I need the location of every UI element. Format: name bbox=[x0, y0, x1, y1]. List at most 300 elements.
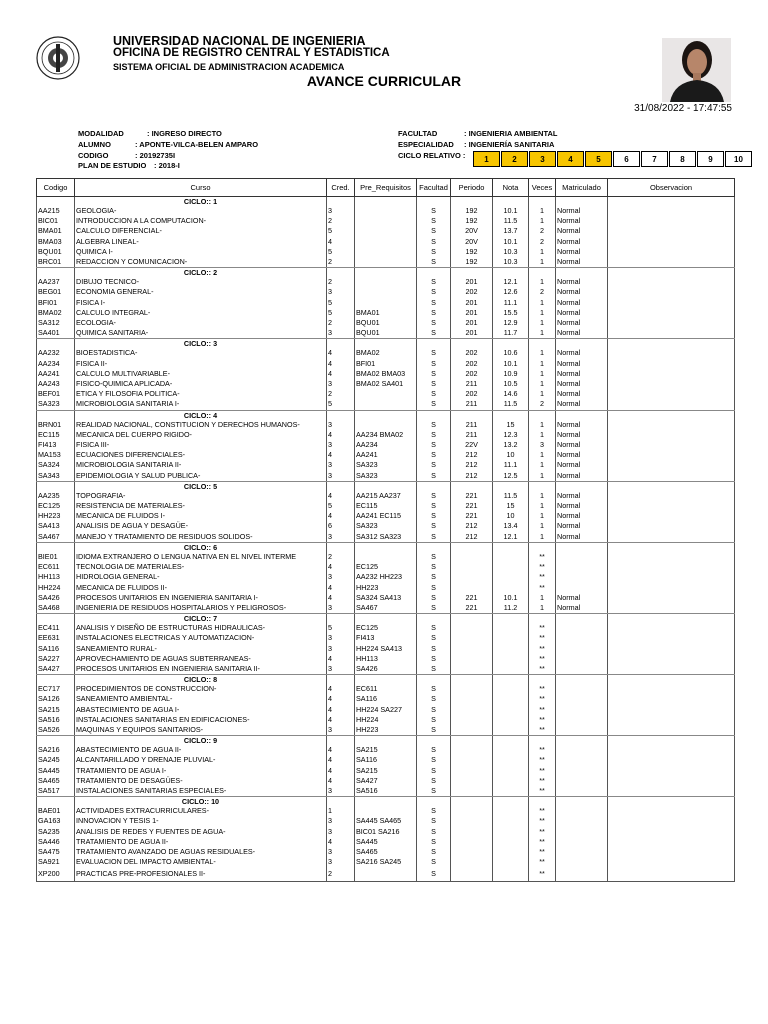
cell-periodo: 221 bbox=[451, 603, 493, 614]
cell-nota: 10 bbox=[493, 450, 529, 460]
cell-prerequisitos bbox=[355, 389, 417, 399]
cell-observacion bbox=[608, 847, 735, 857]
cell-prerequisitos: AA234 bbox=[355, 440, 417, 450]
cycle-spacer bbox=[355, 542, 417, 552]
cell-prerequisitos: AA232 HH223 bbox=[355, 572, 417, 582]
cell-codigo: SA324 bbox=[37, 460, 75, 470]
ciclo-box-3: 3 bbox=[529, 151, 556, 167]
cycle-spacer bbox=[493, 339, 529, 349]
cell-observacion bbox=[608, 389, 735, 399]
cell-codigo: SA215 bbox=[37, 705, 75, 715]
cell-observacion bbox=[608, 816, 735, 826]
cycle-spacer bbox=[493, 197, 529, 207]
cell-facultad: S bbox=[417, 450, 451, 460]
cell-facultad: S bbox=[417, 257, 451, 268]
cell-creditos: 6 bbox=[327, 521, 355, 531]
table-row bbox=[37, 420, 735, 430]
cell-curso: TOPOGRAFIA- bbox=[75, 491, 327, 501]
cell-observacion bbox=[608, 623, 735, 633]
cycle-spacer bbox=[417, 736, 451, 746]
cell-curso: ETICA Y FILOSOFIA POLITICA- bbox=[75, 389, 327, 399]
cell-matriculado bbox=[556, 684, 608, 694]
cell-curso: HIDROLOGIA GENERAL- bbox=[75, 572, 327, 582]
cell-curso: INSTALACIONES SANITARIAS ESPECIALES- bbox=[75, 786, 327, 797]
cell-matriculado: Normal bbox=[556, 420, 608, 430]
cell-codigo: SA516 bbox=[37, 715, 75, 725]
cycle-spacer bbox=[608, 339, 735, 349]
cell-codigo: SA401 bbox=[37, 328, 75, 339]
cell-observacion bbox=[608, 745, 735, 755]
cell-codigo: EE631 bbox=[37, 633, 75, 643]
cell-creditos: 4 bbox=[327, 430, 355, 440]
cell-periodo bbox=[451, 847, 493, 857]
cell-observacion bbox=[608, 715, 735, 725]
cell-nota bbox=[493, 766, 529, 776]
cell-curso: PROCESOS UNITARIOS EN INGENIERIA SANITARIA II- bbox=[75, 664, 327, 675]
cell-observacion bbox=[608, 277, 735, 287]
table-row bbox=[37, 715, 735, 725]
cell-creditos: 2 bbox=[327, 867, 355, 882]
cell-veces: ** bbox=[529, 806, 556, 816]
cell-prerequisitos: BIC01 SA216 bbox=[355, 827, 417, 837]
cycle-spacer bbox=[556, 197, 608, 207]
cell-creditos: 3 bbox=[327, 857, 355, 867]
cell-facultad: S bbox=[417, 206, 451, 216]
cell-periodo bbox=[451, 623, 493, 633]
cell-veces: ** bbox=[529, 583, 556, 593]
cell-matriculado: Normal bbox=[556, 369, 608, 379]
cycle-spacer bbox=[451, 410, 493, 420]
cell-nota bbox=[493, 684, 529, 694]
cell-prerequisitos: SA323 bbox=[355, 521, 417, 531]
cycle-spacer bbox=[529, 675, 556, 685]
cell-codigo: BEF01 bbox=[37, 389, 75, 399]
cycle-spacer bbox=[451, 268, 493, 278]
cell-codigo: BFI01 bbox=[37, 298, 75, 308]
cell-matriculado bbox=[556, 583, 608, 593]
cell-prerequisitos: SA323 bbox=[355, 460, 417, 470]
cycle-spacer bbox=[529, 797, 556, 807]
cell-facultad: S bbox=[417, 857, 451, 867]
cell-observacion bbox=[608, 287, 735, 297]
cycle-label: CICLO:: 4 bbox=[75, 410, 327, 420]
cell-observacion bbox=[608, 664, 735, 675]
modalidad-value: : INGRESO DIRECTO bbox=[147, 129, 222, 138]
cell-periodo: 221 bbox=[451, 593, 493, 603]
cell-matriculado: Normal bbox=[556, 216, 608, 226]
cell-nota bbox=[493, 837, 529, 847]
cell-matriculado bbox=[556, 725, 608, 736]
cell-curso: BIOESTADISTICA- bbox=[75, 348, 327, 358]
cell-facultad: S bbox=[417, 725, 451, 736]
cell-observacion bbox=[608, 450, 735, 460]
cell-nota bbox=[493, 664, 529, 675]
cell-creditos: 4 bbox=[327, 715, 355, 725]
cycle-spacer bbox=[417, 197, 451, 207]
ciclo-box-8: 8 bbox=[669, 151, 696, 167]
cell-matriculado: Normal bbox=[556, 359, 608, 369]
cell-prerequisitos: BMA02 SA401 bbox=[355, 379, 417, 389]
cell-periodo: 201 bbox=[451, 308, 493, 318]
cell-codigo: BRN01 bbox=[37, 420, 75, 430]
ciclo-box-7: 7 bbox=[641, 151, 668, 167]
cell-periodo: 22V bbox=[451, 440, 493, 450]
cell-periodo: 211 bbox=[451, 399, 493, 410]
table-row bbox=[37, 572, 735, 582]
cell-curso: MECANICA DE FLUIDOS II- bbox=[75, 583, 327, 593]
cell-facultad: S bbox=[417, 664, 451, 675]
cell-facultad: S bbox=[417, 389, 451, 399]
cycle-spacer bbox=[327, 339, 355, 349]
cell-periodo bbox=[451, 766, 493, 776]
cell-veces: 1 bbox=[529, 471, 556, 482]
cell-matriculado bbox=[556, 654, 608, 664]
cell-creditos: 4 bbox=[327, 776, 355, 786]
cell-creditos: 2 bbox=[327, 318, 355, 328]
cell-codigo: BQU01 bbox=[37, 247, 75, 257]
cell-prerequisitos: SA116 bbox=[355, 755, 417, 765]
table-row bbox=[37, 521, 735, 531]
cell-prerequisitos: HH224 SA227 bbox=[355, 705, 417, 715]
cell-curso: CALCULO INTEGRAL- bbox=[75, 308, 327, 318]
cell-veces: ** bbox=[529, 827, 556, 837]
cell-prerequisitos: SA216 SA245 bbox=[355, 857, 417, 867]
cell-curso: EPIDEMIOLOGIA Y SALUD PUBLICA- bbox=[75, 471, 327, 482]
cell-observacion bbox=[608, 521, 735, 531]
cycle-spacer bbox=[529, 339, 556, 349]
cell-observacion bbox=[608, 867, 735, 882]
cell-creditos: 1 bbox=[327, 806, 355, 816]
cell-creditos: 4 bbox=[327, 654, 355, 664]
cycle-spacer bbox=[556, 268, 608, 278]
cell-matriculado bbox=[556, 776, 608, 786]
cell-matriculado: Normal bbox=[556, 440, 608, 450]
cell-veces: 1 bbox=[529, 460, 556, 470]
cell-veces: ** bbox=[529, 766, 556, 776]
cell-curso: ANALISIS DE AGUA Y DESAGÜE- bbox=[75, 521, 327, 531]
cell-nota: 12.9 bbox=[493, 318, 529, 328]
cycle-spacer bbox=[556, 675, 608, 685]
cell-curso: FISICA III- bbox=[75, 440, 327, 450]
cell-observacion bbox=[608, 776, 735, 786]
table-row bbox=[37, 857, 735, 867]
cell-curso: MECANICA DEL CUERPO RIGIDO- bbox=[75, 430, 327, 440]
cell-matriculado bbox=[556, 827, 608, 837]
cell-codigo: SA116 bbox=[37, 644, 75, 654]
table-row bbox=[37, 664, 735, 675]
cycle-spacer bbox=[37, 675, 75, 685]
cell-periodo: 221 bbox=[451, 511, 493, 521]
cell-creditos: 3 bbox=[327, 603, 355, 614]
cell-creditos: 4 bbox=[327, 369, 355, 379]
system-name: SISTEMA OFICIAL DE ADMINISTRACION ACADEMICA bbox=[113, 62, 345, 72]
cell-facultad: S bbox=[417, 644, 451, 654]
cell-codigo: EC411 bbox=[37, 623, 75, 633]
cell-facultad: S bbox=[417, 359, 451, 369]
cell-observacion bbox=[608, 603, 735, 614]
cell-codigo: SA446 bbox=[37, 837, 75, 847]
cell-codigo: AA232 bbox=[37, 348, 75, 358]
cell-curso: TRATAMIENTO DE AGUA I- bbox=[75, 766, 327, 776]
cell-curso: ALCANTARILLADO Y DRENAJE PLUVIAL- bbox=[75, 755, 327, 765]
table-row bbox=[37, 552, 735, 562]
cell-nota: 11.5 bbox=[493, 399, 529, 410]
cell-facultad: S bbox=[417, 328, 451, 339]
table-row bbox=[37, 369, 735, 379]
cell-nota: 10.1 bbox=[493, 359, 529, 369]
cell-facultad: S bbox=[417, 277, 451, 287]
cell-matriculado: Normal bbox=[556, 430, 608, 440]
cell-creditos: 4 bbox=[327, 745, 355, 755]
cycle-header-row bbox=[37, 797, 735, 807]
cycle-spacer bbox=[529, 542, 556, 552]
cell-codigo: FI413 bbox=[37, 440, 75, 450]
cell-prerequisitos: AA241 bbox=[355, 450, 417, 460]
cell-prerequisitos: HH223 bbox=[355, 583, 417, 593]
cell-curso: ANALISIS Y DISEÑO DE ESTRUCTURAS HIDRAULICAS- bbox=[75, 623, 327, 633]
cell-facultad: S bbox=[417, 603, 451, 614]
cell-observacion bbox=[608, 572, 735, 582]
table-row bbox=[37, 745, 735, 755]
cell-observacion bbox=[608, 206, 735, 216]
cell-codigo: SA245 bbox=[37, 755, 75, 765]
cycle-spacer bbox=[37, 268, 75, 278]
cell-nota: 10.1 bbox=[493, 206, 529, 216]
cell-veces: 1 bbox=[529, 318, 556, 328]
table-row bbox=[37, 786, 735, 797]
cycle-spacer bbox=[451, 542, 493, 552]
col-matriculado: Matriculado bbox=[556, 179, 608, 197]
cell-nota bbox=[493, 786, 529, 797]
table-row bbox=[37, 847, 735, 857]
cell-matriculado: Normal bbox=[556, 521, 608, 531]
ciclo-box-6: 6 bbox=[613, 151, 640, 167]
cycle-spacer bbox=[37, 542, 75, 552]
cell-veces: 1 bbox=[529, 521, 556, 531]
col-codigo: Codigo bbox=[37, 179, 75, 197]
ciclo-relativo-label: CICLO RELATIVO : bbox=[398, 151, 466, 160]
facultad-label: FACULTAD bbox=[398, 129, 438, 138]
cell-veces: 1 bbox=[529, 348, 556, 358]
cell-veces: 1 bbox=[529, 420, 556, 430]
cell-observacion bbox=[608, 766, 735, 776]
cell-matriculado: Normal bbox=[556, 247, 608, 257]
cycle-spacer bbox=[529, 736, 556, 746]
modalidad-label: MODALIDAD bbox=[78, 129, 124, 138]
cycle-header-row bbox=[37, 339, 735, 349]
cell-creditos: 3 bbox=[327, 440, 355, 450]
cell-facultad: S bbox=[417, 786, 451, 797]
table-row bbox=[37, 399, 735, 410]
cycle-label: CICLO:: 6 bbox=[75, 542, 327, 552]
cell-observacion bbox=[608, 755, 735, 765]
cell-nota: 15 bbox=[493, 420, 529, 430]
cell-curso: PRACTICAS PRE-PROFESIONALES II- bbox=[75, 867, 327, 882]
table-row bbox=[37, 277, 735, 287]
cell-creditos: 3 bbox=[327, 664, 355, 675]
cycle-header-row bbox=[37, 481, 735, 491]
cell-curso: MANEJO Y TRATAMIENTO DE RESIDUOS SOLIDOS- bbox=[75, 532, 327, 543]
col-creditos: Cred. bbox=[327, 179, 355, 197]
cell-codigo: BMA03 bbox=[37, 237, 75, 247]
cell-periodo bbox=[451, 857, 493, 867]
cell-prerequisitos: SA426 bbox=[355, 664, 417, 675]
cell-periodo bbox=[451, 583, 493, 593]
cell-nota bbox=[493, 654, 529, 664]
cell-codigo: SA921 bbox=[37, 857, 75, 867]
cell-nota: 15 bbox=[493, 501, 529, 511]
cell-nota: 12.5 bbox=[493, 471, 529, 482]
cell-prerequisitos: SA516 bbox=[355, 786, 417, 797]
cell-prerequisitos: BQU01 bbox=[355, 318, 417, 328]
cell-observacion bbox=[608, 471, 735, 482]
cycle-label: CICLO:: 7 bbox=[75, 614, 327, 624]
cell-creditos: 4 bbox=[327, 237, 355, 247]
cell-observacion bbox=[608, 694, 735, 704]
cell-curso: TRATAMIENTO DE DESAGÜES- bbox=[75, 776, 327, 786]
cycle-spacer bbox=[608, 542, 735, 552]
cell-codigo: SA227 bbox=[37, 654, 75, 664]
cell-creditos: 4 bbox=[327, 348, 355, 358]
cell-curso: ECOLOGIA- bbox=[75, 318, 327, 328]
cycle-spacer bbox=[451, 481, 493, 491]
cell-periodo bbox=[451, 562, 493, 572]
table-row bbox=[37, 532, 735, 543]
table-row bbox=[37, 308, 735, 318]
table-row bbox=[37, 379, 735, 389]
cell-observacion bbox=[608, 705, 735, 715]
cell-facultad: S bbox=[417, 776, 451, 786]
cell-periodo: 201 bbox=[451, 298, 493, 308]
cell-nota: 12.1 bbox=[493, 277, 529, 287]
cycle-spacer bbox=[355, 339, 417, 349]
cell-matriculado: Normal bbox=[556, 491, 608, 501]
cell-periodo bbox=[451, 786, 493, 797]
office-name: OFICINA DE REGISTRO CENTRAL Y ESTADISTICA bbox=[113, 47, 390, 59]
cell-periodo: 192 bbox=[451, 216, 493, 226]
cell-veces: 1 bbox=[529, 206, 556, 216]
cell-creditos: 3 bbox=[327, 328, 355, 339]
cycle-spacer bbox=[37, 197, 75, 207]
cell-veces: ** bbox=[529, 857, 556, 867]
cell-facultad: S bbox=[417, 593, 451, 603]
cell-veces: ** bbox=[529, 552, 556, 562]
cell-prerequisitos: FI413 bbox=[355, 633, 417, 643]
cell-veces: ** bbox=[529, 654, 556, 664]
cycle-header-row bbox=[37, 410, 735, 420]
cell-prerequisitos: SA465 bbox=[355, 847, 417, 857]
cell-facultad: S bbox=[417, 684, 451, 694]
cell-codigo: AA235 bbox=[37, 491, 75, 501]
table-row bbox=[37, 287, 735, 297]
cell-codigo: SA427 bbox=[37, 664, 75, 675]
cycle-spacer bbox=[556, 614, 608, 624]
cell-facultad: S bbox=[417, 399, 451, 410]
cell-veces: 1 bbox=[529, 379, 556, 389]
cell-creditos: 2 bbox=[327, 277, 355, 287]
cell-veces: 1 bbox=[529, 216, 556, 226]
cell-observacion bbox=[608, 318, 735, 328]
cell-periodo: 221 bbox=[451, 491, 493, 501]
cell-curso: PROCEDIMIENTOS DE CONSTRUCCION- bbox=[75, 684, 327, 694]
cell-creditos: 2 bbox=[327, 216, 355, 226]
table-row bbox=[37, 603, 735, 614]
cycle-spacer bbox=[327, 675, 355, 685]
cell-matriculado bbox=[556, 562, 608, 572]
cycle-spacer bbox=[355, 675, 417, 685]
cell-prerequisitos: SA215 bbox=[355, 745, 417, 755]
cell-nota: 13.7 bbox=[493, 226, 529, 236]
cell-creditos: 4 bbox=[327, 755, 355, 765]
cell-periodo bbox=[451, 745, 493, 755]
cell-periodo: 201 bbox=[451, 328, 493, 339]
cell-creditos: 4 bbox=[327, 694, 355, 704]
cell-creditos: 5 bbox=[327, 226, 355, 236]
cell-creditos: 3 bbox=[327, 379, 355, 389]
cell-prerequisitos bbox=[355, 287, 417, 297]
cycle-spacer bbox=[451, 339, 493, 349]
cell-nota bbox=[493, 552, 529, 562]
cycle-spacer bbox=[355, 614, 417, 624]
cell-periodo: 20V bbox=[451, 237, 493, 247]
cell-periodo bbox=[451, 776, 493, 786]
cell-facultad: S bbox=[417, 837, 451, 847]
cell-prerequisitos: SA116 bbox=[355, 694, 417, 704]
cell-nota bbox=[493, 745, 529, 755]
cell-periodo bbox=[451, 837, 493, 847]
cell-prerequisitos bbox=[355, 216, 417, 226]
cycle-spacer bbox=[355, 197, 417, 207]
cycle-spacer bbox=[327, 736, 355, 746]
cycle-spacer bbox=[37, 736, 75, 746]
cycle-spacer bbox=[556, 481, 608, 491]
cell-curso: APROVECHAMIENTO DE AGUAS SUBTERRANEAS- bbox=[75, 654, 327, 664]
cell-veces: ** bbox=[529, 623, 556, 633]
cell-nota bbox=[493, 847, 529, 857]
cycle-spacer bbox=[451, 675, 493, 685]
cell-veces: 1 bbox=[529, 257, 556, 268]
table-row bbox=[37, 237, 735, 247]
cell-periodo bbox=[451, 755, 493, 765]
cell-nota bbox=[493, 633, 529, 643]
cell-observacion bbox=[608, 654, 735, 664]
cell-matriculado: Normal bbox=[556, 450, 608, 460]
cell-periodo: 212 bbox=[451, 450, 493, 460]
cycle-label: CICLO:: 9 bbox=[75, 736, 327, 746]
cell-matriculado: Normal bbox=[556, 389, 608, 399]
cell-veces: 1 bbox=[529, 603, 556, 614]
cell-periodo bbox=[451, 684, 493, 694]
cell-creditos: 4 bbox=[327, 705, 355, 715]
cell-observacion bbox=[608, 827, 735, 837]
page-title: AVANCE CURRICULAR bbox=[306, 73, 462, 89]
cell-curso: IDIOMA EXTRANJERO O LENGUA NATIVA EN EL NIVEL INTERME bbox=[75, 552, 327, 562]
cell-matriculado bbox=[556, 816, 608, 826]
cell-curso: INNOVACION Y TESIS 1- bbox=[75, 816, 327, 826]
cell-observacion bbox=[608, 857, 735, 867]
cell-observacion bbox=[608, 298, 735, 308]
cell-curso: ANALISIS DE REDES Y FUENTES DE AGUA- bbox=[75, 827, 327, 837]
table-row bbox=[37, 206, 735, 216]
cell-periodo bbox=[451, 664, 493, 675]
cell-nota bbox=[493, 644, 529, 654]
cell-codigo: BIE01 bbox=[37, 552, 75, 562]
cell-prerequisitos: SA324 SA413 bbox=[355, 593, 417, 603]
cell-codigo: SA426 bbox=[37, 593, 75, 603]
cell-curso: EVALUACION DEL IMPACTO AMBIENTAL- bbox=[75, 857, 327, 867]
cell-curso: ECUACIONES DIFERENCIALES- bbox=[75, 450, 327, 460]
cell-observacion bbox=[608, 257, 735, 268]
